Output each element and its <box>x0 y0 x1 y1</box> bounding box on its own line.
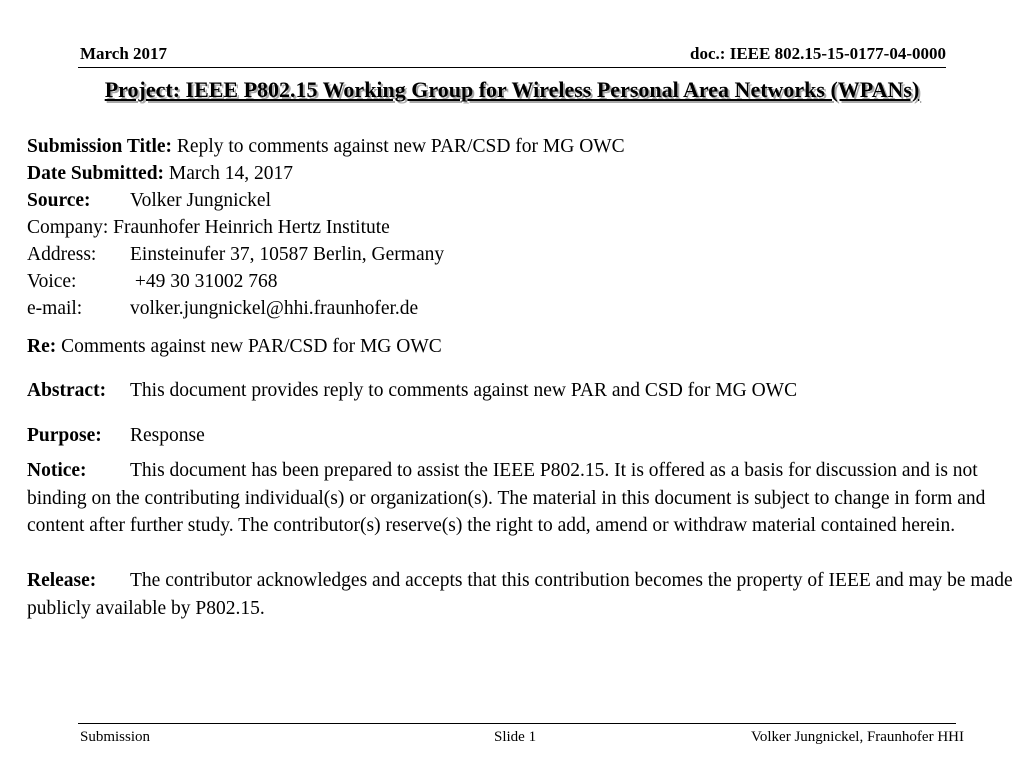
purpose-label: Purpose: <box>27 425 102 446</box>
abstract-value: This document provides reply to comments against new PAR and CSD for MG OWC <box>130 380 798 401</box>
project-title: Project: IEEE P802.15 Working Group for Wireless Personal Area Networks (WPANs) <box>104 77 920 102</box>
re-value: Comments against new PAR/CSD for MG OWC <box>61 336 442 357</box>
source-row <box>27 187 1017 214</box>
release-paragraph <box>27 567 1017 622</box>
address-label: Address: <box>27 244 97 265</box>
notice-value: This document has been prepared to assist the IEEE P802.15. It is offered as a basis for discussion and is not binding on the contributing individual(s) or organization(s). The material in this document is subject to change in form and content after further study. The contributor(s) reserve(s) the right to add, amend or withdraw material contained herein. <box>27 460 986 536</box>
date-submitted-value: March 14, 2017 <box>168 163 293 184</box>
email-row <box>27 295 1017 322</box>
submission-title-row <box>27 133 1017 160</box>
release-label: Release: <box>27 570 97 591</box>
email-value: volker.jungnickel@hhi.fraunhofer.de <box>130 298 419 319</box>
source-label: Source: <box>27 190 91 211</box>
cover-fields <box>27 133 1017 322</box>
purpose-value: Response <box>130 425 205 446</box>
footer-submission: Submission <box>80 729 151 745</box>
header-divider <box>78 67 946 68</box>
purpose-row <box>27 422 1017 449</box>
footer-slide-number: Slide 1 <box>494 729 537 745</box>
voice-label: Voice: <box>27 271 77 292</box>
release-value: The contributor acknowledges and accepts that this contribution becomes the property of IEEE and may be made publicly available by P802.15. <box>27 570 1013 619</box>
abstract-label: Abstract: <box>27 380 107 401</box>
date-submitted-label: Date Submitted: <box>27 163 165 184</box>
company-row <box>27 214 1017 241</box>
header-date: March 2017 <box>80 44 168 63</box>
header-doc-id: doc.: IEEE 802.15-15-0177-04-0000 <box>690 44 946 63</box>
footer-author: Volker Jungnickel, Fraunhofer HHI <box>750 729 964 745</box>
address-value: Einsteinufer 37, 10587 Berlin, Germany <box>130 244 445 265</box>
source-value: Volker Jungnickel <box>130 190 271 211</box>
notice-paragraph <box>27 457 1017 540</box>
re-section <box>27 333 1017 360</box>
email-label: e-mail: <box>27 298 83 319</box>
submission-title-value: Reply to comments against new PAR/CSD for MG OWC <box>176 136 625 157</box>
purpose-section <box>27 422 1017 449</box>
abstract-section <box>27 377 1017 404</box>
notice-label: Notice: <box>27 460 87 481</box>
re-row <box>27 333 1017 360</box>
company-label: Company: <box>27 217 109 238</box>
date-submitted-row <box>27 160 1017 187</box>
submission-title-label: Submission Title: <box>27 136 173 157</box>
voice-row <box>27 268 1017 295</box>
address-row <box>27 241 1017 268</box>
voice-value: +49 30 31002 768 <box>130 271 278 292</box>
footer-divider <box>78 723 956 724</box>
re-label: Re: <box>27 336 57 357</box>
abstract-row <box>27 377 1017 404</box>
company-value: Fraunhofer Heinrich Hertz Institute <box>113 217 390 238</box>
